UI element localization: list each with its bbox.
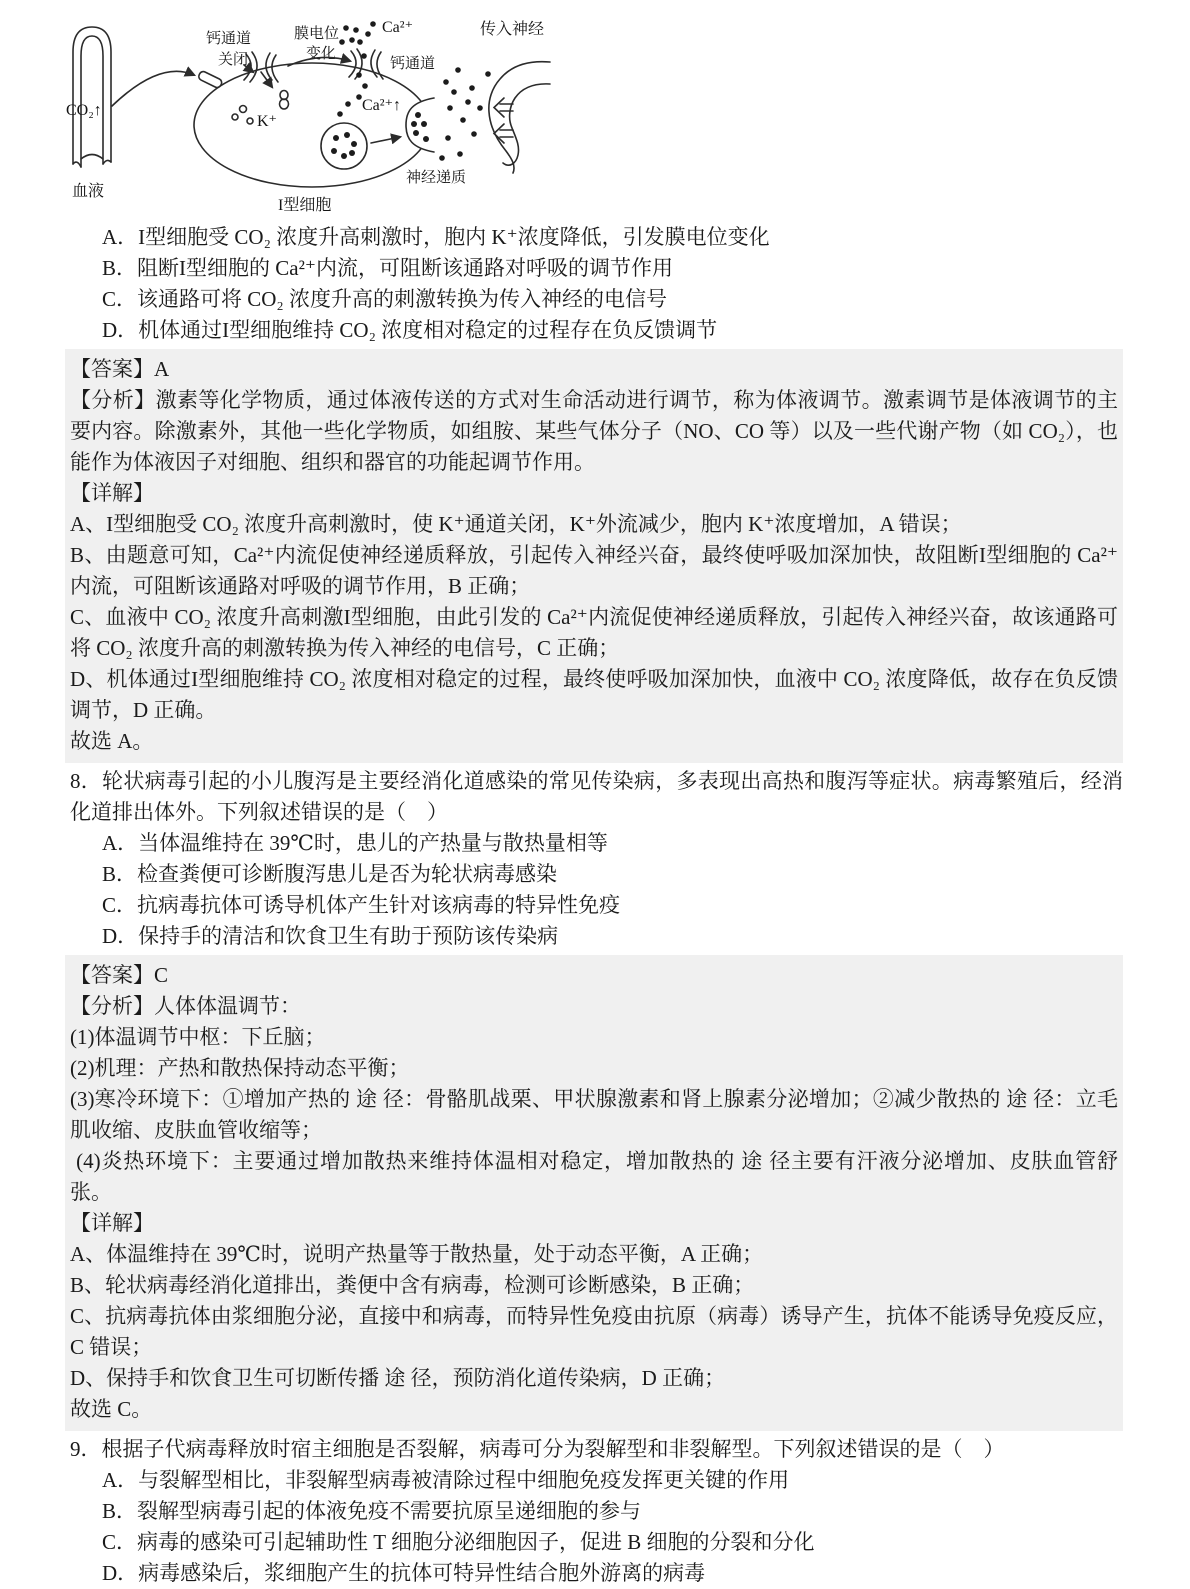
neurotransmitter-dots bbox=[439, 67, 491, 161]
question9-option-d: D．病毒感染后，浆细胞产生的抗体可特异性结合胞外游离的病毒 bbox=[102, 1561, 706, 1585]
cell-membrane bbox=[194, 63, 430, 187]
afferent-nerve-shape bbox=[489, 62, 550, 173]
answer8-answer-line: 【答案】C bbox=[70, 963, 169, 987]
answer7-detail-b: B、由题意可知，Ca²⁺内流促使神经递质释放，引起传入神经兴奋，最终使呼吸加深加快，故阻断I型细胞的 Ca²⁺内流，可阻断该通路对呼吸的调节作用，B 正确； bbox=[70, 543, 1118, 598]
question8-option-a: A．当体温维持在 39℃时，患儿的产热量与散热量相等 bbox=[102, 831, 608, 855]
question-9 bbox=[70, 1434, 1123, 1589]
answer-block-question8 bbox=[65, 955, 1123, 1431]
co2-stimulus-arrow bbox=[112, 71, 194, 106]
question9-option-c: C．病毒的感染可引起辅助性 T 细胞分泌细胞因子，促进 B 细胞的分裂和分化 bbox=[102, 1530, 815, 1554]
open-calcium-channel-icon bbox=[349, 49, 383, 79]
question7-options bbox=[70, 222, 1123, 346]
afferent-nerve-label: 传入神经 bbox=[480, 21, 545, 38]
question7-option-d: D．机体通过I型细胞维持 CO₂ 浓度相对稳定的过程存在负反馈调节 bbox=[102, 318, 718, 342]
membrane-potential-label-2: 变化 bbox=[306, 46, 337, 62]
question7-option-b: B．阻断I型细胞的 Ca²⁺内流，可阻断该通路对呼吸的调节作用 bbox=[102, 256, 673, 280]
answer8-detail-a: A、体温维持在 39℃时，说明产热量等于散热量，处于动态平衡，A 正确； bbox=[70, 1242, 764, 1266]
answer7-detail-d: D、机体通过I型细胞维持 CO₂ 浓度相对稳定的过程，最终使呼吸加深加快，血液中 CO₂ 浓度降低，故存在负反馈调节，D 正确。 bbox=[70, 667, 1118, 722]
question-8 bbox=[70, 766, 1123, 952]
k-ion-circles bbox=[232, 106, 253, 125]
question9-option-a: A．与裂解型相比，非裂解型病毒被清除过程中细胞免疫发挥更关键的作用 bbox=[102, 1468, 790, 1492]
ca-channel-closed-label-1: 钙通道 bbox=[206, 31, 252, 47]
k-ion-label: K⁺ bbox=[257, 113, 277, 130]
ca-channel-label: 钙通道 bbox=[390, 56, 436, 72]
document-body bbox=[70, 222, 1123, 1589]
vesicle-release-arrow bbox=[371, 137, 400, 143]
answer8-detail-header: 【详解】 bbox=[70, 1211, 154, 1235]
question7-option-c: C．该通路可将 CO₂ 浓度升高的刺激转换为传入神经的电信号 bbox=[102, 287, 667, 311]
exocytosis-cup bbox=[406, 98, 434, 152]
ca-ion-outside-label: Ca²⁺ bbox=[382, 19, 414, 36]
answer8-analysis-0: 【分析】人体体温调节： bbox=[70, 994, 301, 1018]
answer8-detail-b: B、轮状病毒经消化道排出，粪便中含有病毒，检测可诊断感染，B 正确； bbox=[70, 1273, 755, 1297]
ca-channel-closed-label-2: 关闭 bbox=[218, 52, 249, 68]
ca-influx-label: Ca²⁺↑ bbox=[362, 97, 402, 114]
channel-protein-icon bbox=[280, 91, 289, 110]
question8-option-d: D．保持手的清洁和饮食卫生有助于预防该传染病 bbox=[102, 924, 559, 948]
type1-cell-label: I型细胞 bbox=[278, 197, 332, 214]
question8-stem: 8．轮状病毒引起的小儿腹泻是主要经消化道感染的常见传染病，多表现出高热和腹泻等症状。病毒繁殖后，经消化道排出体外。下列叙述错误的是（ ） bbox=[70, 769, 1123, 824]
blood-vessel bbox=[73, 27, 111, 167]
answer7-answer-line: 【答案】A bbox=[70, 357, 170, 381]
question8-option-b: B．检查粪便可诊断腹泻患儿是否为轮状病毒感染 bbox=[102, 862, 558, 886]
question7-option-a: A．I型细胞受 CO₂ 浓度升高刺激时，胞内 K⁺浓度降低，引发膜电位变化 bbox=[102, 225, 770, 249]
answer8-analysis-4: (4)炎热环境下：主要通过增加散热来维持体温相对稳定，增加散热的 途 径主要有汗液分泌增加、皮肤血管舒张。 bbox=[70, 1149, 1119, 1204]
answer8-conclusion: 故选 C。 bbox=[70, 1397, 153, 1421]
answer8-detail-c: C、抗病毒抗体由浆细胞分泌，直接中和病毒，而特异性免疫由抗原（病毒）诱导产生，抗体不能诱导免疫反应，C 错误； bbox=[70, 1304, 1118, 1359]
membrane-potential-label-1: 膜电位 bbox=[294, 26, 340, 42]
exam-document-page bbox=[0, 12, 1190, 1585]
answer8-detail-d: D、保持手和饮食卫生可切断传播 途 径，预防消化道传染病，D 正确； bbox=[70, 1366, 726, 1390]
answer7-analysis: 【分析】激素等化学物质，通过体液传送的方式对生命活动进行调节，称为体液调节。激素调节是体液调节的主要内容。除激素外，其他一些化学物质，如组胺、某些气体分子（NO、CO 等）以及一些代谢产物（如 CO₂），也能作为体液因子对细胞、组织和器官的功能起调节作用。 bbox=[70, 388, 1118, 474]
answer8-analysis-1: (1)体温调节中枢：下丘脑； bbox=[70, 1025, 326, 1049]
answer7-conclusion: 故选 A。 bbox=[70, 729, 154, 753]
answer-block-question7 bbox=[65, 349, 1123, 763]
answer8-analysis-2: (2)机理：产热和散热保持动态平衡； bbox=[70, 1056, 410, 1080]
question9-option-b: B．裂解型病毒引起的体液免疫不需要抗原呈递细胞的参与 bbox=[102, 1499, 642, 1523]
question8-option-c: C．抗病毒抗体可诱导机体产生针对该病毒的特异性免疫 bbox=[102, 893, 621, 917]
co2-label: CO₂↑ bbox=[66, 102, 102, 119]
answer7-detail-a: A、I型细胞受 CO₂ 浓度升高刺激时，使 K⁺通道关闭，K⁺外流减少，胞内 K⁺浓度增加，A 错误； bbox=[70, 512, 962, 536]
blood-label: 血液 bbox=[72, 183, 105, 200]
ca-ion-dots-outside bbox=[339, 21, 376, 59]
answer7-detail-c: C、血液中 CO₂ 浓度升高刺激I型细胞，由此引发的 Ca²⁺内流促使神经递质释放，引起传入神经兴奋，故该通路可将 CO₂ 浓度升高的刺激转换为传入神经的电信号，C 正确； bbox=[70, 605, 1118, 660]
answer7-detail-header: 【详解】 bbox=[70, 481, 154, 505]
co2-sensing-cell-diagram bbox=[60, 12, 552, 216]
vesicle bbox=[321, 123, 367, 169]
answer8-analysis-3: (3)寒冷环境下：①增加产热的 途 径：骨骼肌战栗、甲状腺激素和肾上腺素分泌增加；②减少散热的 途 径：立毛肌收缩、皮肤血管收缩等； bbox=[70, 1087, 1118, 1142]
neurotransmitter-label: 神经递质 bbox=[406, 170, 467, 186]
question9-stem: 9．根据子代病毒释放时宿主细胞是否裂解，病毒可分为裂解型和非裂解型。下列叙述错误的是（ ） bbox=[70, 1437, 1005, 1461]
